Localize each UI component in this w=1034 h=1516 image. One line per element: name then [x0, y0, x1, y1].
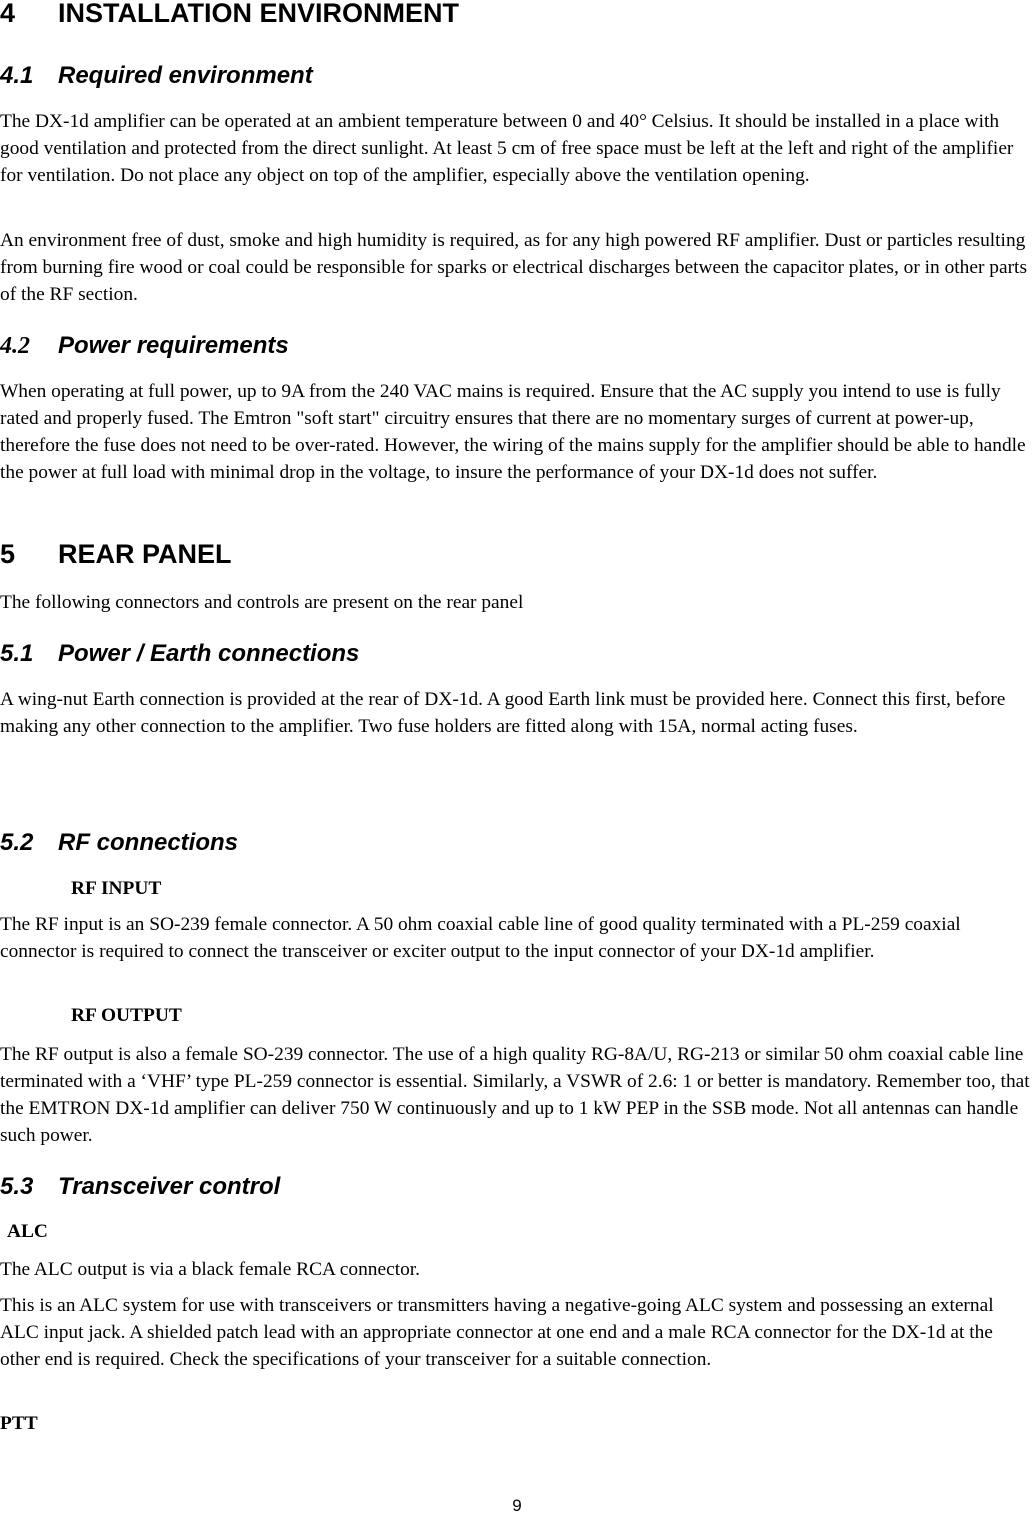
paragraph: The RF input is an SO-239 female connector. A 50 ohm coaxial cable line of good quality terminated with a PL-259 coaxial connector is required to connect the transceiver or exciter output to the input connector of your DX-1d amplifier. [0, 914, 961, 962]
section-number: 4.1 [0, 62, 34, 89]
rf-input-label: RF INPUT [71, 878, 162, 899]
section-title: REAR PANEL [58, 539, 232, 569]
paragraph: An environment free of dust, smoke and high humidity is required, as for any high powered RF amplifier. Dust or particles resulting from burning fire wood or coal could be responsible for sparks or electrical discharges between the capacitor plates, or in other parts of the RF section. [0, 230, 1027, 305]
paragraph: The RF output is also a female SO-239 connector. The use of a high quality RG-8A/U, RG-213 or similar 50 ohm coaxial cable line terminated with a ‘VHF’ type PL-259 connector is essential. Similarly, a VSWR of 2.6: 1 or better is mandatory. Remember too, that the EMTRON DX-1d amplifier can deliver 750 W continuously and up to 1 kW PEP in the SSB mode. Not all antennas can handle such power. [0, 1044, 1030, 1146]
rf-output-label: RF OUTPUT [71, 1005, 182, 1026]
paragraph: The following connectors and controls are present on the rear panel [0, 592, 524, 613]
ptt-label: PTT [0, 1413, 38, 1434]
paragraph: When operating at full power, up to 9A from the 240 VAC mains is required. Ensure that the AC supply you intend to use is fully rated and properly fused. The Emtron "soft start" circuitry ensures that there are no momentary surges of current at power-up, therefore the fuse does not need to be over-rated. However, the wiring of the mains supply for the amplifier should be able to handle the power at full load with minimal drop in the voltage, to insure the performance of your DX-1d does not suffer. [0, 381, 1026, 483]
section-number: 4 [0, 0, 16, 28]
paragraph: The DX-1d amplifier can be operated at an ambient temperature between 0 and 40° Celsius. It should be installed in a place with good ventilation and protected from the direct sunlight. At least 5 cm of free space must be left at the left and right of the amplifier for ventilation. Do not place any object on top of the amplifier, especially above the ventilation opening. [0, 111, 1014, 186]
section-number: 5.2 [0, 829, 34, 856]
section-5-1-heading [0, 640, 359, 668]
section-4-1-heading [0, 62, 313, 90]
section-title: Required environment [58, 62, 313, 89]
paragraph: The ALC output is via a black female RCA connector. [0, 1259, 421, 1280]
section-number: 5.3 [0, 1173, 34, 1200]
section-4-heading [0, 0, 459, 28]
section-title: Power / Earth connections [58, 640, 360, 667]
section-4-2-heading [0, 332, 289, 360]
section-5-3-heading [0, 1173, 280, 1201]
section-title: Transceiver control [58, 1173, 281, 1200]
page-number: 9 [512, 1496, 522, 1515]
section-number: 5 [0, 539, 16, 569]
alc-label: ALC [7, 1221, 48, 1242]
section-title: Power requirements [58, 332, 289, 359]
paragraph: A wing-nut Earth connection is provided at the rear of DX-1d. A good Earth link must be provided here. Connect this first, before making any other connection to the amplifier. Two fuse holders are fitted along with 15A, normal acting fuses. [0, 689, 1006, 737]
section-number: 5.1 [0, 640, 34, 667]
section-title: INSTALLATION ENVIRONMENT [58, 0, 459, 28]
section-number: 4.2 [0, 333, 30, 359]
section-5-heading [0, 539, 232, 569]
section-title: RF connections [58, 829, 239, 856]
section-5-2-heading [0, 829, 238, 857]
paragraph: This is an ALC system for use with transceivers or transmitters having a negative-going ALC system and possessing an external ALC input jack. A shielded patch lead with an appropriate connector at one end and a male RCA connector for the DX-1d at the other end is required. Check the specifications of your transceiver for a suitable connection. [0, 1295, 994, 1370]
